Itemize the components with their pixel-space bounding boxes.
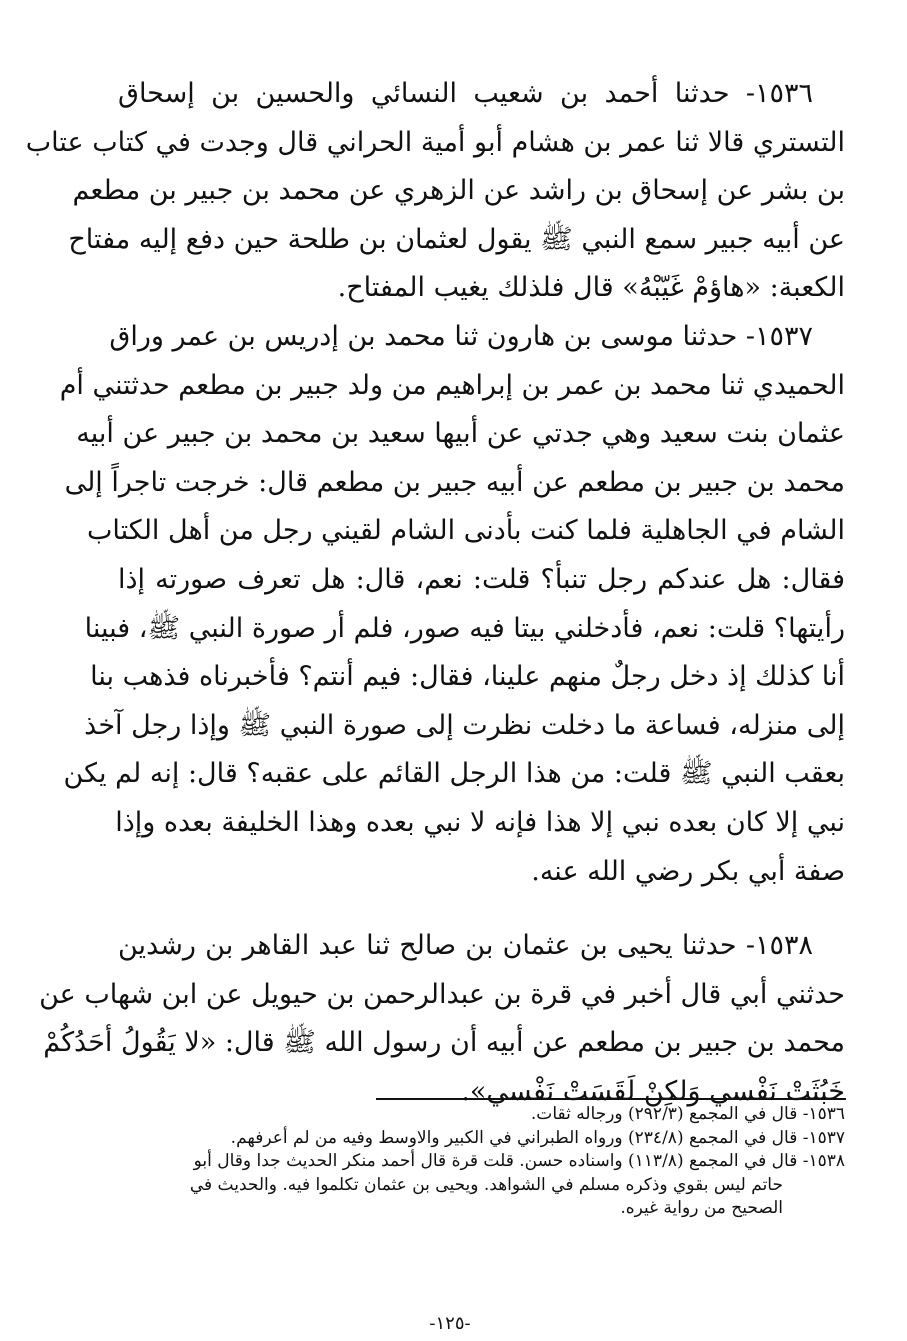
hadith-1538-line-1: ١٥٣٨- حدثنا يحيى بن عثمان بن صالح ثنا عبد القاهر بن رشدين [118,930,813,962]
hadith-1537-line-4: محمد بن جبير بن مطعم عن أبيه جبير بن مطعم قال: خرجت تاجراً إلى [64,466,845,498]
hadith-1538-line-3: محمد بن جبير بن مطعم عن أبيه أن رسول الله ﷺ قال: «لا يَقُولُ أحَدُكُمْ [43,1027,845,1059]
paragraph-gap [118,896,845,922]
page-number: -١٢٥- [429,1313,471,1334]
footnote-1538-continued-2: الصحيح من رواية غيره. [620,1198,783,1218]
footnotes [118,1103,845,1221]
footnote-1537: ١٥٣٧- قال في المجمع (٢٣٤/٨) ورواه الطبراني في الكبير والاوسط وفيه من لم أعرفهم. [230,1127,845,1148]
hadith-1537-line-12: صفة أبي بكر رضي الله عنه. [531,855,845,887]
hadith-1536-line-1: ١٥٣٦- حدثنا أحمد بن شعيب النسائي والحسين بن إسحاق [118,78,813,109]
hadith-1537-line-11: نبي إلا كان بعده نبي إلا هذا فإنه لا نبي بعده وهذا الخليفة بعده وإذا [115,806,845,838]
hadith-1536-line-5: الكعبة: «هاؤمْ غَيّبْهُ» قال فلذلك يغيب المفتاح. [337,272,845,304]
hadith-1537-line-1: ١٥٣٧- حدثنا موسى بن هارون ثنا محمد بن إدريس بن عمر وراق [109,320,813,352]
hadith-1537-line-3: عثمان بنت سعيد وهي جدتي عن أبيها سعيد بن محمد بن جبير عن أبيه [76,418,845,450]
hadith-1537-line-2: الحميدي ثنا محمد بن عمر بن إبراهيم من ولد جبير بن مطعم حدثتني أم [59,369,845,401]
hadith-1537-line-5: الشام في الجاهلية فلما كنت بأدنى الشام لقيني رجل من أهل الكتاب [87,515,845,547]
hadith-1537-line-9: إلى منزله، فساعة ما دخلت نظرت إلى صورة النبي ﷺ وإذا رجل آخذ [84,709,845,741]
hadith-1537-line-8: أنا كذلك إذ دخل رجلٌ منهم علينا، فقال: فيم أنتم؟ فأخبرناه فذهب بنا [90,661,845,693]
footnote-1536: ١٥٣٦- قال في المجمع (٢٩٢/٣) ورجاله ثقات. [530,1104,845,1124]
footnote-1538: ١٥٣٨- قال في المجمع (١١٣/٨) واسناده حسن. قلت قرة قال أحمد منكر الحديث جدا وقال أبو [193,1151,845,1171]
hadith-1538-line-2: حدثني أبي قال أخبر في قرة بن عبدالرحمن بن حيويل عن ابن شهاب عن [39,978,845,1010]
footnote-separator [376,1098,846,1100]
hadith-1537-line-6: فقال: هل عندكم رجل تنبأ؟ قلت: نعم، قال: هل تعرف صورته إذا [118,563,845,595]
hadith-1537-line-10: بعقب النبي ﷺ قلت: من هذا الرجل القائم على عقبه؟ قال: إنه لم يكن [63,758,845,790]
hadith-1536-line-4: عن أبيه جبير سمع النبي ﷺ يقول لعثمان بن طلحة حين دفع إليه مفتاح [68,223,845,255]
main-text [25,70,845,1116]
footnote-1538-continued: حاتم ليس بقوي وذكره مسلم في الشواهد. ويحيى بن عثمان تكلموا فيه. والحديث في [189,1174,783,1195]
hadith-1538-line-4: خَبُثَتْ نَفْسي وَلكِنْ لَقَسَتْ نَفْسي». [461,1075,845,1107]
hadith-1537-line-7: رأيتها؟ قلت: نعم، فأدخلني بيتا فيه صور، فلم أر صورة النبي ﷺ، فبينا [84,612,845,644]
hadith-1536-line-2: التستري قالا ثنا عمر بن هشام أبو أمية الحراني قال وجدت في كتاب عتاب [25,126,845,158]
hadith-1536-line-3: بن بشر عن إسحاق بن راشد عن الزهري عن محمد بن جبير بن مطعم [72,175,845,207]
